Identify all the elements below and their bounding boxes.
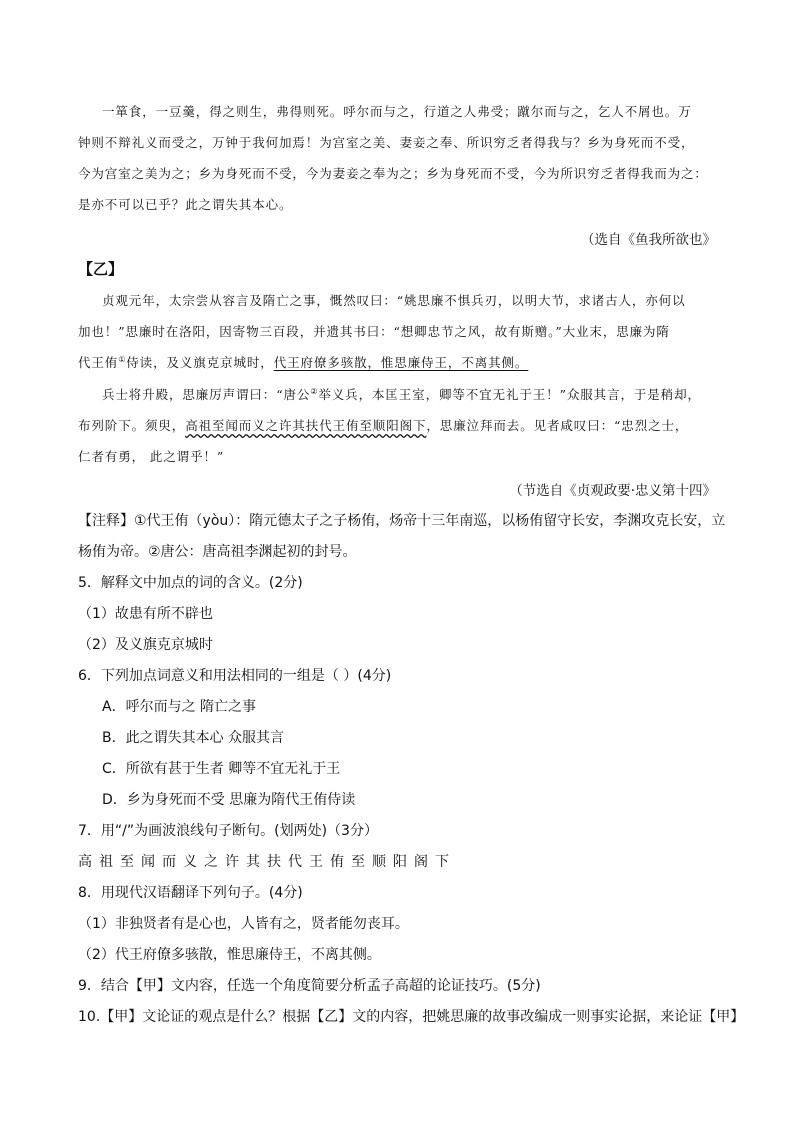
question-6-option-c: C．所欲有甚于生者 卿等不宜无礼于王 [102,761,341,777]
yi-p2-line-2 [78,416,718,434]
text-segment: ，思廉泣拜而去。见者咸叹曰：“忠烈之士， [426,418,689,433]
yi-p2-line-1 [102,385,742,403]
question-5: 5．解释文中加点的词的含义。(2分) [78,575,303,591]
question-6-option-a: A．呼尔而与之 隋亡之事 [102,699,257,715]
question-8-item-1: （1）非独贤者有是心也，人皆有之，贤者能勿丧耳。 [78,916,409,932]
question-10: 10.【甲】文论证的观点是什么？根据【乙】文的内容，把姚思廉的故事改编成一则事实论据，来论证【甲】 [78,1009,745,1025]
yi-heading: 【乙】 [78,260,124,278]
question-8-item-2: （2）代王府僚多骇散，惟思廉侍王，不离其侧。 [78,947,381,963]
notes-line-2: 杨侑为帝。②唐公：唐高祖李渊起初的封号。 [78,544,357,560]
note-marker-1: ① [118,354,127,364]
question-6-option-b: B．此之谓失其本心 众服其言 [102,730,285,746]
question-5-item-2: （2）及义旗克京城时 [78,637,213,653]
yi-p2-line-3: 仁者有勇， 此之谓乎！” [78,449,225,464]
jia-line-1: 一箪食，一豆羹，得之则生，弗得则死。呼尔而与之，行道之人弗受；蹴尔而与之，乞人不屑也。万 [102,104,692,119]
yi-p1-line-1: 贞观元年，太宗尝从容言及隋亡之事，慨然叹曰：“姚思廉不惧兵刃，以明大节，求诸古人，亦何以 [102,293,686,308]
question-8: 8．用现代汉语翻译下列句子。(4分) [78,885,303,901]
yi-source: （节选自《贞观政要·忠义第十四》 [509,483,716,499]
wavy-underlined-sentence: 高祖至闻而义之许其扶代王侑至顺阳阁下 [185,418,427,433]
text-segment: 侍读，及义旗克京城时， [126,355,274,370]
question-7: 7．用“/”为画波浪线句子断句。(划两处)（3分） [78,823,378,839]
jia-line-4: 是亦不可以已乎？此之谓失其本心。 [78,197,293,212]
jia-source: （选自《鱼我所欲也》 [581,232,716,248]
question-6-option-d: D．乡为身死而不受 思廉为隋代王侑侍读 [102,792,356,808]
question-6: 6．下列加点词意义和用法相同的一组是（ ）(4分) [78,668,392,684]
question-7-sentence: 高祖至闻而义之许其扶代王侑至顺阳阁下 [78,854,456,870]
text-segment: 布列阶下。须臾， [78,418,186,433]
text-segment: 代王侑 [78,355,119,370]
note-marker-2: ② [310,386,319,396]
yi-p1-line-2: 加也！”思廉时在洛阳，因寄物三百段，并遗其书曰：“想卿忠节之风，故有斯赠。”大业末，思廉为隋 [78,324,670,339]
underlined-sentence: 代王府僚多骇散，惟思廉侍王，不离其侧。 [273,355,529,370]
question-9: 9．结合【甲】文内容，任选一个角度简要分析孟子高超的论证技巧。(5分) [78,978,541,994]
jia-line-3: 今为宫室之美为之；乡为身死而不受，今为妻妾之奉为之；乡为身死而不受，今为所识穷乏者得我而为之： [78,166,708,181]
question-5-item-1: （1）故患有所不辟也 [78,606,213,622]
yi-p1-line-3 [78,353,718,371]
text-segment: 举义兵，本匡王室，卿等不宜无礼于王！”众服其言，于是稍却， [318,387,701,402]
jia-line-2: 钟则不辩礼义而受之，万钟于我何加焉！为宫室之美、妻妾之奉、所识穷乏者得我与？乡为身死而不受， [78,135,695,150]
notes-line-1: 【注释】①代王侑（yòu）：隋元德太子之子杨侑，炀帝十三年南巡，以杨侑留守长安，李渊攻克长安，立 [78,513,726,529]
text-segment: 兵士将升殿，思廉厉声谓曰：“唐公 [102,387,311,402]
